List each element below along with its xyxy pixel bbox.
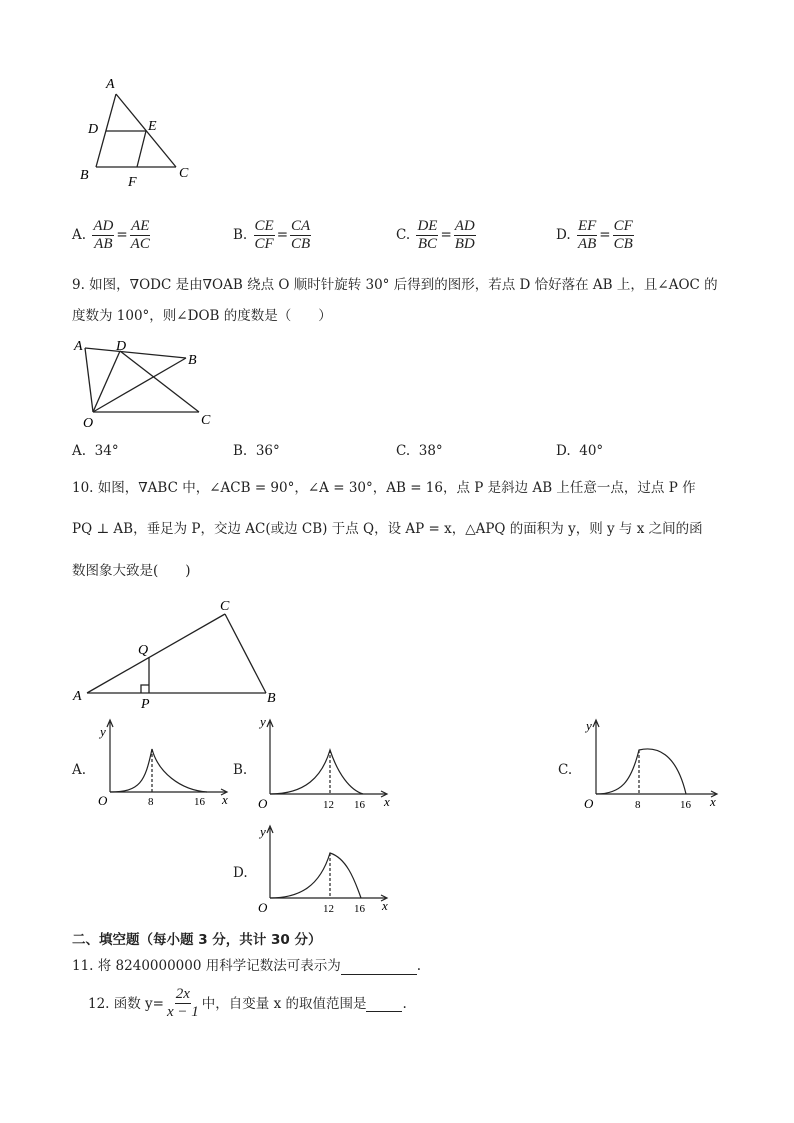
q11-question: 11. 将 8240000000 用科学记数法可表示为 .: [72, 958, 422, 974]
q8-option-d[interactable]: D. $\frac{EF}{AB}$ = $\frac{CF}{CB}$: [556, 218, 633, 252]
label-O: O: [83, 416, 94, 431]
q11-answer-blank[interactable]: [341, 956, 417, 975]
label-C: C: [201, 413, 211, 428]
q9-option-d[interactable]: D. 40°: [556, 443, 604, 459]
label-A: A: [106, 77, 115, 92]
q10-option-b-letter[interactable]: B.: [233, 762, 248, 778]
label-A: A: [74, 339, 83, 354]
q12-question: 12. 函数 y= $\frac{2x}{x - 1}$ 中，自变量 x 的取值范围是 .: [88, 986, 407, 1020]
axis-y-label: y: [260, 714, 266, 729]
tick-peak: 12: [323, 799, 334, 811]
q10-option-d-letter[interactable]: D.: [233, 865, 248, 881]
tick-peak: 8: [148, 796, 154, 808]
label-Q: Q: [138, 643, 149, 658]
q10-question-line3: 数图象大致是( ): [72, 563, 191, 579]
label-B: B: [267, 691, 276, 706]
q8-option-c[interactable]: C. $\frac{DE}{BC}$ = $\frac{AD}{BD}$: [396, 218, 475, 252]
axis-x-label: x: [222, 792, 228, 807]
q10-triangle-figure: [70, 596, 290, 711]
q9-option-a[interactable]: A. 34°: [72, 443, 119, 459]
label-B: B: [80, 168, 89, 183]
label-B: B: [188, 353, 197, 368]
q10-question-line2: PQ ⊥ AB，垂足为 P，交边 AC(或边 CB) 于点 Q，设 AP = x，△APQ 的面积为 y，则 y 与 x 之间的函: [72, 521, 703, 537]
axis-y-label: y: [100, 724, 106, 739]
label-A: A: [73, 689, 82, 704]
q9-option-c[interactable]: C. 38°: [396, 443, 443, 459]
q10-graph-a[interactable]: [90, 712, 240, 812]
label-P: P: [141, 697, 150, 711]
label-E: E: [148, 119, 157, 134]
origin-label: O: [258, 900, 268, 915]
label-D: D: [116, 339, 127, 354]
section-title: 二、填空题（每小题 3 分，共计 30 分）: [72, 932, 322, 948]
q8-option-b[interactable]: B. $\frac{CE}{CF}$ = $\frac{CA}{CB}$: [233, 218, 311, 252]
q10-graph-d[interactable]: [250, 818, 400, 918]
axis-x-label: x: [710, 794, 716, 809]
q10-option-a-letter[interactable]: A.: [72, 762, 87, 778]
q9-question-line1: 9. 如图，∇ODC 是由∇OAB 绕点 O 顺时针旋转 30° 后得到的图形，若点 D 恰好落在 AB 上，且∠AOC 的: [72, 277, 718, 293]
label-F: F: [128, 175, 137, 190]
axis-x-label: x: [384, 794, 390, 809]
label-C: C: [179, 166, 189, 181]
label-C: C: [220, 599, 230, 614]
origin-label: O: [258, 796, 268, 811]
axis-y-label: y: [260, 824, 266, 839]
origin-label: O: [584, 796, 594, 811]
q9-option-b[interactable]: B. 36°: [233, 443, 280, 459]
q9-question-line2: 度数为 100°，则∠DOB 的度数是（ ）: [72, 308, 332, 324]
axis-y-label: y: [586, 718, 592, 733]
q10-question-line1: 10. 如图，∇ABC 中，∠ACB = 90°，∠A = 30°，AB = 16，点 P 是斜边 AB 上任意一点，过点 P 作: [72, 480, 696, 496]
q10-option-c-letter[interactable]: C.: [558, 762, 573, 778]
q12-answer-blank[interactable]: [366, 995, 402, 1012]
origin-label: O: [98, 793, 108, 808]
tick-end: 16: [354, 903, 365, 915]
q9-rotation-figure: [70, 334, 220, 434]
q10-graph-b[interactable]: [250, 712, 400, 812]
q8-triangle-figure: [70, 70, 200, 190]
tick-end: 16: [354, 799, 365, 811]
q8-option-a[interactable]: A. $\frac{AD}{AB}$ = $\frac{AE}{AC}$: [72, 218, 150, 252]
label-D: D: [88, 122, 99, 137]
tick-peak: 12: [323, 903, 334, 915]
axis-x-label: x: [382, 898, 388, 913]
q10-graph-c[interactable]: [576, 712, 726, 812]
tick-peak: 8: [635, 799, 641, 811]
tick-end: 16: [194, 796, 205, 808]
tick-end: 16: [680, 799, 691, 811]
